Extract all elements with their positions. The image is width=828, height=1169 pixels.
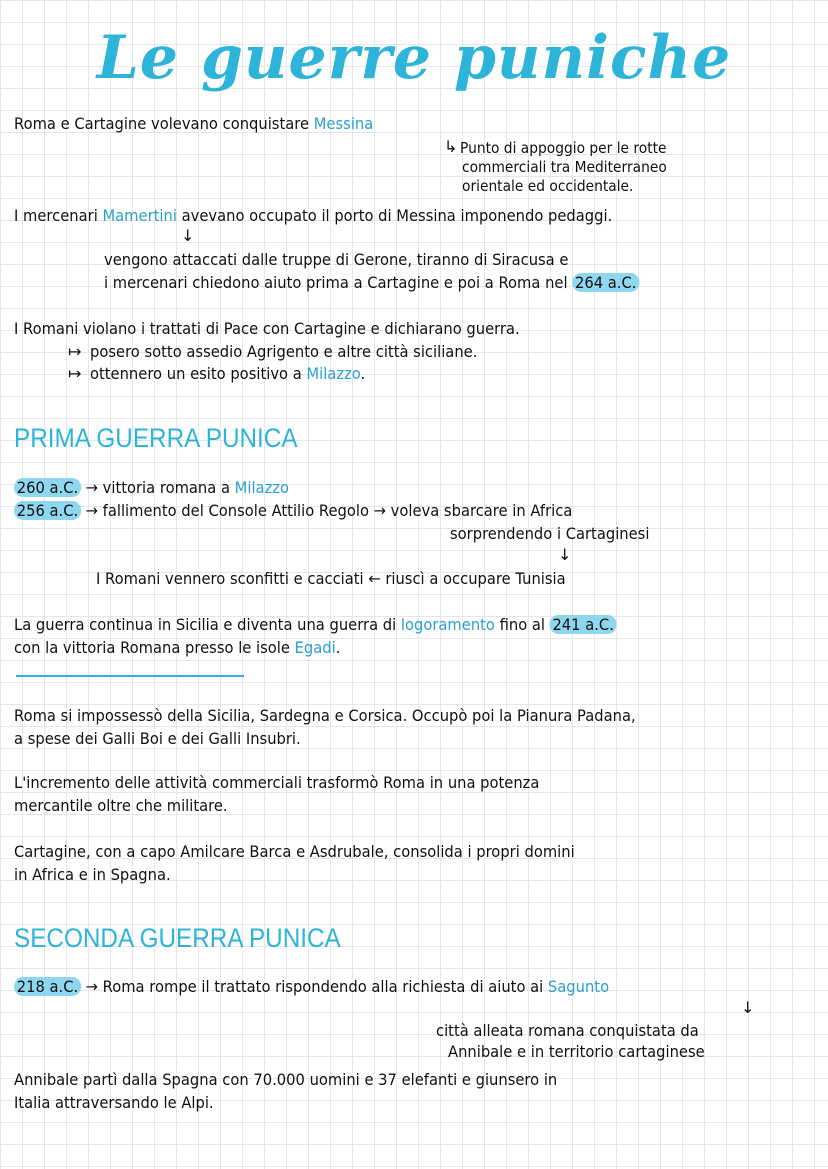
page-title: Le guerre puniche [96,23,732,93]
prima-event-1: 260 a.C. → vittoria romana a Milazzo [14,478,289,498]
prima-event-3: I Romani vennero sconfitti e cacciati ← riuscì a occupare Tunisia [96,569,566,588]
sagunto-note-2: Annibale e in territorio cartaginese [448,1042,705,1061]
period: . [335,638,341,657]
romani-line-2: posero sotto assedio Agrigento e altre città siciliane. [90,342,478,361]
paragraph-line: a spese dei Galli Boi e dei Galli Insubri. [14,729,301,748]
date-264: 264 a.C. [572,273,639,292]
down-arrow-icon: ↓ [558,545,572,564]
date-256: 256 a.C. [14,501,81,520]
sagunto-note-1: città alleata romana conquistata da [436,1021,699,1040]
event-text-b: voleva sbarcare in Africa [390,501,573,520]
event-text-b: riuscì a occupare Tunisia [385,569,566,588]
seconda-event-1: 218 a.C. → Roma rompe il trattato rispondendo alla richiesta di aiuto ai Sagunto [14,977,609,997]
event-text: Roma rompe il trattato rispondendo alla richiesta di aiuto ai [102,977,548,996]
event-text: fallimento del Console Attilio Regolo [102,501,369,520]
attacco-text: i mercenari chiedono aiuto prima a Cartagine e poi a Roma nel [104,273,573,292]
date-218: 218 a.C. [14,977,81,996]
down-arrow-icon: ↓ [181,226,195,245]
intro-text: Roma e Cartagine volevano conquistare [14,114,314,133]
date-241: 241 a.C. [550,615,617,634]
guerra-line-1 [14,615,617,635]
prima-event-2-cont: sorprendendo i Cartaginesi [450,524,650,543]
romani-text: ottennero un esito positivo a [90,364,307,383]
hook-arrow-icon: ↳ [444,137,458,156]
branch-arrow-icon: ↦ [68,364,82,383]
guerra-line-2 [14,638,340,658]
place-sagunto: Sagunto [547,977,610,996]
romani-line-1: I Romani violano i trattati di Pace con Cartagine e dichiarano guerra. [14,319,520,338]
paragraph-line: L'incremento delle attività commerciali trasformò Roma in una potenza [14,773,540,792]
paragraph-line: Roma si impossessò della Sicilia, Sardegna e Corsica. Occupò poi la Pianura Padana, [14,706,636,725]
merc-text-c: avevano occupato il porto di Messina imponendo pedaggi. [176,206,613,225]
event-text: I Romani vennero sconfitti e cacciati [96,569,364,588]
section-heading-prima: PRIMA GUERRA PUNICA [14,423,298,453]
note-line-3: orientale ed occidentale. [462,177,634,195]
section-heading-seconda: SECONDA GUERRA PUNICA [14,923,341,953]
down-arrow-icon: ↓ [741,998,755,1017]
section-divider [16,675,244,677]
place-milazzo: Milazzo [306,364,361,383]
branch-arrow-icon: ↦ [68,342,82,361]
annibale-line-2: Italia attraversando le Alpi. [14,1093,214,1112]
place-messina: Messina [313,114,374,133]
merc-text-a: I mercenari [14,206,103,225]
prima-event-2: 256 a.C. → fallimento del Console Attilio Regolo → voleva sbarcare in Africa [14,501,572,521]
romani-line-3 [90,364,365,384]
note-line-2: commerciali tra Mediterraneo [462,158,667,176]
event-text: vittoria romana a [102,478,235,497]
paragraph-line: Cartagine, con a capo Amilcare Barca e Asdrubale, consolida i propri domini [14,842,575,861]
attacco-line-1: vengono attaccati dalle truppe di Gerone, tiranno di Siracusa e [104,250,569,269]
period: . [360,364,366,383]
annibale-line-1: Annibale partì dalla Spagna con 70.000 uomini e 37 elefanti e giunsero in [14,1070,558,1089]
guerra-text: La guerra continua in Sicilia e diventa una guerra di [14,615,401,634]
logoramento-term: logoramento [400,615,495,634]
note-line-1: Punto di appoggio per le rotte [460,139,667,157]
mamertini-term: Mamertini [102,206,177,225]
attacco-line-2 [104,273,639,293]
place-egadi: Egadi [294,638,336,657]
mercenari-line [14,206,612,226]
paragraph-line: mercantile oltre che militare. [14,796,228,815]
paragraph-line: in Africa e in Spagna. [14,865,171,884]
guerra-text-c: fino al [494,615,550,634]
intro-line-1 [14,114,373,134]
place-milazzo: Milazzo [234,478,290,497]
guerra-text: con la vittoria Romana presso le isole [14,638,295,657]
date-260: 260 a.C. [14,478,81,497]
